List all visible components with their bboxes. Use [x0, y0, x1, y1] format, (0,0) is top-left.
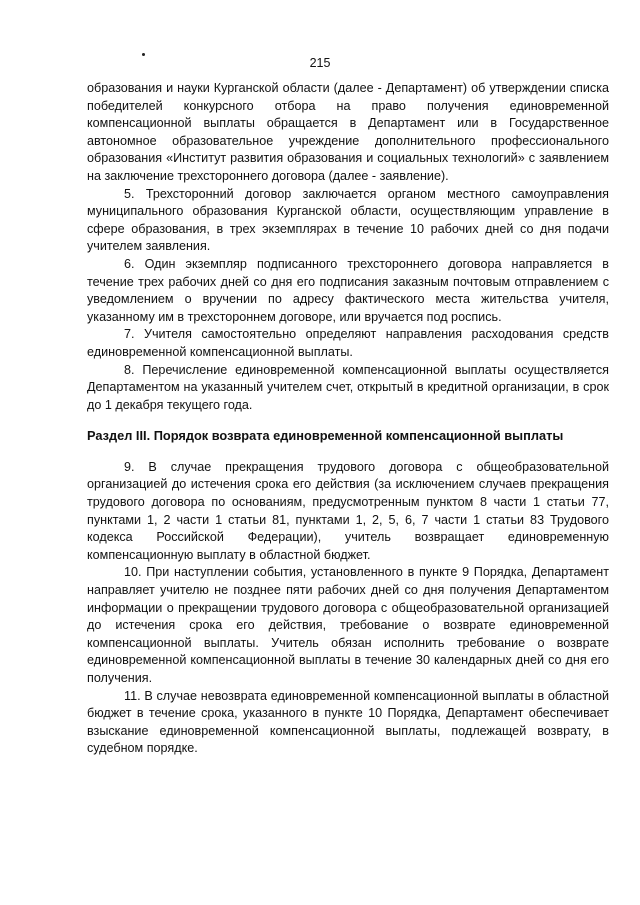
paragraph-continuation: образования и науки Курганской области (далее - Департамент) об утверждении списка победителей конкурсного отбора на право получения единовременной компенсационной выплаты обращается в Департамент или в Государственное автономное образовательное учреждение дополнительного профессионального образования «Институт развития образования и социальных технологий» с заявлением на заключение трехстороннего договора (далее - заявление).	[87, 81, 609, 183]
paragraph-item-7: 7. Учителя самостоятельно определяют направления расходования средств единовременной компенсационной выплаты.	[87, 327, 609, 359]
paragraph-item-9: 9. В случае прекращения трудового договора с общеобразовательной организацией до истечения срока его действия (за исключением случаев прекращения трудового договора по основаниям, предусмотренным пунктом 8 части 1 статьи 77, пунктами 1, 2 части 1 статьи 81, пунктами 1, 2, 5, 6, 7 части 1 статьи 83 Трудового кодекса Российской Федерации), учитель возвращает единовременную компенсационную выплату в областной бюджет.	[87, 459, 609, 562]
paragraph-item-6: 6. Один экземпляр подписанного трехстороннего договора направляется в течение трех рабочих дней со дня его подписания заказным почтовым отправлением с уведомлением о вручении по адресу фактического места жительства учителя, указанному им в трехстороннем договоре, или вручается под роспись.	[87, 256, 609, 324]
paragraph-item-11: 11. В случае невозврата единовременной компенсационной выплаты в областной бюджет в течение срока, указанного в пункте 10 Порядка, Департамент обеспечивает взыскание единовременной компенсационной выплаты, подлежащей возврату, в судебном порядке.	[87, 688, 609, 756]
section-heading: Раздел III. Порядок возврата единовременной компенсационной выплаты	[87, 428, 564, 444]
page-number: 215	[309, 56, 331, 70]
paragraph-item-10: 10. При наступлении события, установленного в пункте 9 Порядка, Департамент направляет учителю не позднее пяти рабочих дней со дня получения Департаментом информации о прекращении трудового договора с общеобразовательной организацией до истечения срока его действия, требование о возврате единовременной компенсационной выплаты. Учитель обязан исполнить требование о возврате единовременной компенсационной выплаты в течение 30 календарных дней со дня его получения.	[87, 565, 609, 685]
document-body	[87, 80, 609, 758]
paragraph-item-8: 8. Перечисление единовременной компенсационной выплаты осуществляется Департаментом на указанный учителем счет, открытый в кредитной организации, в срок до 1 декабря текущего года.	[87, 362, 609, 412]
paragraph-item-5: 5. Трехсторонний договор заключается органом местного самоуправления муниципального образования Курганской области, осуществляющим управление в сфере образования, в трех экземплярах в течение 10 рабочих дней со дня подачи учителем заявления.	[87, 186, 609, 254]
